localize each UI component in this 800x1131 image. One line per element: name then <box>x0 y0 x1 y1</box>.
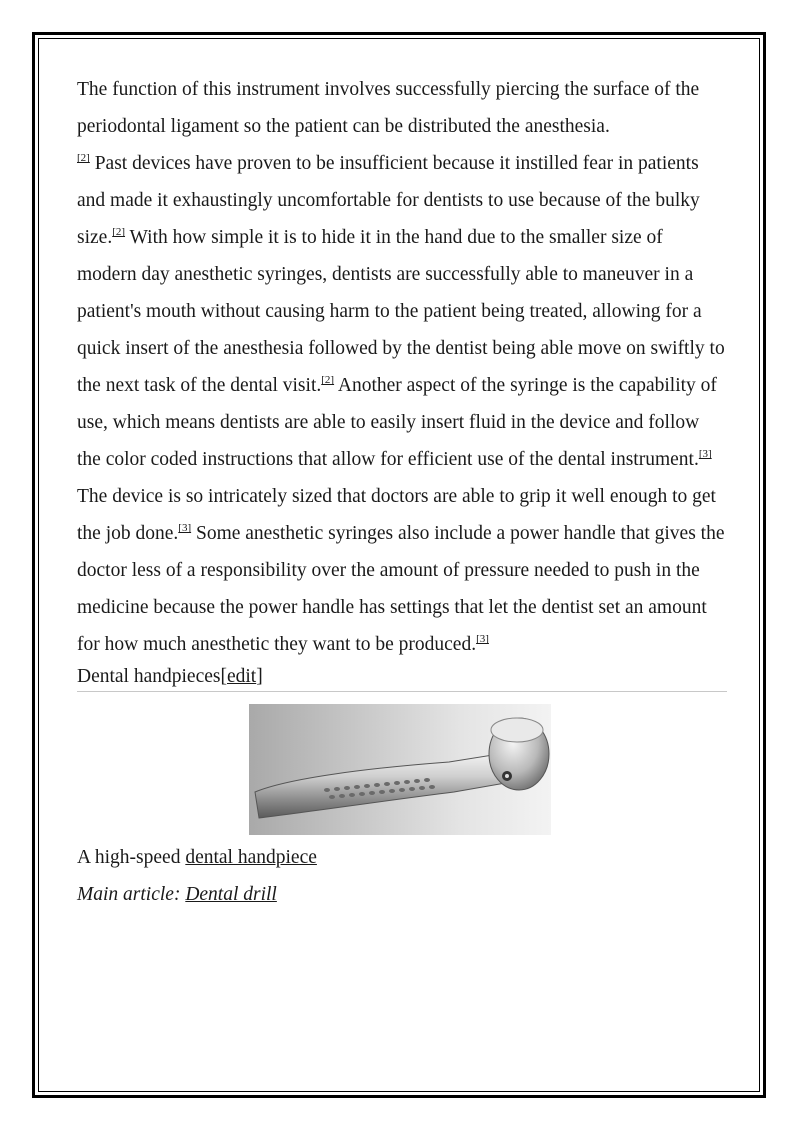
figure-caption <box>77 839 727 876</box>
caption-link[interactable]: dental handpiece <box>185 847 317 868</box>
paragraph-text: Past devices have proven to be insufficient because it instilled fear in patients and made it exhaustingly uncomfortable for dentists to use because of the bulky size. <box>77 153 700 248</box>
citation-link[interactable]: [3] <box>476 633 489 645</box>
edit-bracket-open: [ <box>220 666 227 687</box>
section-title: Dental handpieces <box>77 666 221 687</box>
citation-link[interactable]: [2] <box>77 152 90 164</box>
citation-link[interactable]: [2] <box>321 374 335 386</box>
handpiece-drawing <box>249 704 551 835</box>
paragraph-text: The function of this instrument involves successfully piercing the surface of the periodontal ligament so the patient can be distributed the anesthesia. <box>77 79 700 137</box>
paragraph-text: The device is so intricately sized that doctors are able to grip it well enough to get the job done. <box>77 486 716 544</box>
citation-link[interactable]: [2] <box>112 226 126 238</box>
main-article-note <box>77 876 727 913</box>
edit-bracket-close: ] <box>256 666 263 687</box>
paragraph-text: With how simple it is to hide it in the hand due to the smaller size of modern day anesthetic syringes, dentists are successfully able to maneuver in a patient's mouth without causing harm to the patient being treated, allowing for a quick insert of the anesthesia followed by the dentist being able move on swiftly to the next task of the dental visit. <box>77 227 725 396</box>
paragraph-text: Some anesthetic syringes also include a power handle that gives the doctor less of a responsibility over the amount of pressure needed to push in the medicine because the power handle has settings that let the dentist set an amount for how much anesthetic they want to be produced. <box>77 523 725 655</box>
handpiece-image <box>249 704 551 835</box>
section-heading <box>77 663 727 692</box>
main-article-label: Main article: <box>77 884 186 905</box>
citation-link[interactable]: [3] <box>178 522 192 534</box>
caption-text: A high-speed <box>77 847 186 868</box>
main-article-link[interactable]: Dental drill <box>185 884 277 905</box>
paragraph-text: Another aspect of the syringe is the capability of use, which means dentists are able to easily insert fluid in the device and follow the color coded instructions that allow for efficient use of the dental instrument. <box>77 375 717 470</box>
edit-link[interactable]: edit <box>226 666 257 687</box>
body-paragraph <box>77 71 727 663</box>
citation-link[interactable]: [3] <box>698 448 712 460</box>
page-content <box>77 71 727 913</box>
